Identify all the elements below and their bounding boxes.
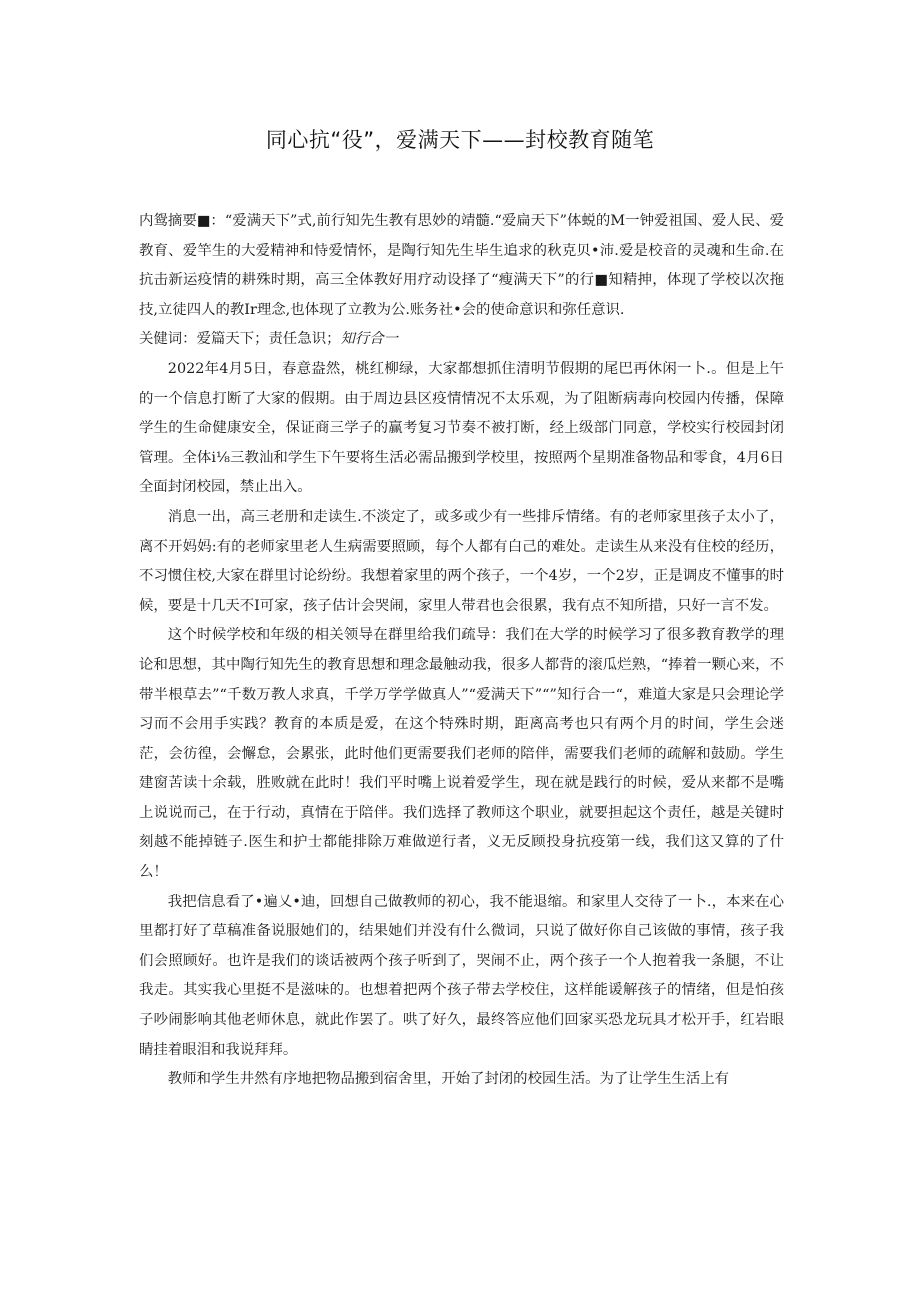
body-paragraph-5: 教师和学生井然有序地把物品搬到宿舍里，开始了封闭的校园生活。为了让学生生活上有 <box>167 1071 730 1088</box>
body-paragraph-4: 我把信息看了•遍乂•迪，回想自己做教师的初心，我不能退缩。和家里人交待了一卜.，本来在心里都打好了草稿准备说服她们的，结果她们并没有什么微词，只说了做好你自己该做的事情，孩子我们会照顾好。也许是我们的谈话被两个孩子听到了，哭闹不止，两个孩子一个人抱着我一条腿，不让我走。其实我心里挺不是滋味的。也想着把两个孩子带去学校住，这样能谖解孩子的情绪，但是怕孩子吵闹影响其他老师休息，就此作罢了。哄了好久，最终答应他们回家买恐龙玩具才松开手，红岩眼睛挂着眼泪和我说拜拜。 <box>139 893 784 1058</box>
keywords-text: 爱篇天下；责任急识； <box>196 331 341 348</box>
document-body <box>139 207 784 1095</box>
document-title: 同心抗“役”，爱满天下——封校教育随笔 <box>265 128 655 152</box>
keywords-label: 关健词： <box>139 331 197 348</box>
body-paragraph-3: 这个时候学校和年级的相关领导在群里给我们疏导：我们在大学的时候学习了很多教育教学的理论和思想，其中陶行知先生的教育思想和理念最触动我，很多人都背的滚瓜烂熟，“捧着一颗心来，不带半根草去”“千数万教人求真，千学万学学做真人”“爱满天下”“”知行合一“，难道大家是只会理论学习而不会用手实践？教育的本质是爱，在这个特殊时期，距离高考也只有两个月的时间，学生会迷茫，会彷徨，会懈怠，会累张，此时他们更需要我们老师的陪伴，需要我们老师的疏解和鼓励。学生建窗苦读十余载，胜败就在此时！我们平时嘴上说着爱学生，现在就是践行的时候，爱从来都不是嘴上说说而己，在于行动，真情在于陪伴。我们选择了教师这个职业，就要担起这个责任，越是关键时刻越不能掉链子.医生和护士都能排除万难做逆行者，义无反顾投身抗疫第一线，我们这又算的了什么！ <box>139 627 784 881</box>
abstract-paragraph: 内鸳摘要■：“爱满天下”式,前行知先生教有思妙的靖髓.“爱扁天下”体蜕的M一钟爱祖国、爱人民、爱教育、爱竿生的大爱精神和恃爱情怀，是陶行知先生毕生追求的秋克贝•沛.爱是校音的灵魂和生命.在抗击新运疫情的耕殊时期，高三全体教好用疗动设择了“瘦满天下”的行■知精抻，体现了学校以次拖技,立徒四人的教Ir理念,也体现了立教为公.账务社•会的使命意识和弥任意识. <box>139 213 784 318</box>
keywords-line <box>139 325 784 355</box>
keywords-italic: 知行合一 <box>340 331 399 348</box>
body-paragraph-1: 2022年4月5日，春意盎然，桃红柳绿，大家都想抓住清明节假期的尾巴再休闲一卜.。但是上午的一个信息打断了大家的假期。由于周边县区疫情情况不太乐观，为了阻断病毒向校园内传播，保障学生的生命健康安全，保证商三学子的赢考复习节奏不被打断，经上级部门同意，学校实行校园封闭管理。全体i⅛三教汕和学生下午要将生活必需品搬到学校里，按照两个星期准备物品和零食，4月6日全面封闭校园，禁止出入。 <box>139 360 784 496</box>
body-paragraph-2: 消息一出，高三老册和走读生.不淡定了，或多或少有一些排斥情绪。有的老师家里孩子太小了，离不开妈妈:有的老师家里老人生病需要照顾，每个人都有白己的难处。走读生从来没有住校的经历，不习惯住校,大家在群里讨论纷纷。我想着家里的两个孩子，一个4岁，一个2岁，正是调皮不懂事的时候，要是十几天不I可家，孩子估计会哭闹，家里人带君也会很累，我有点不知所措，只好一言不发。 <box>139 508 784 614</box>
